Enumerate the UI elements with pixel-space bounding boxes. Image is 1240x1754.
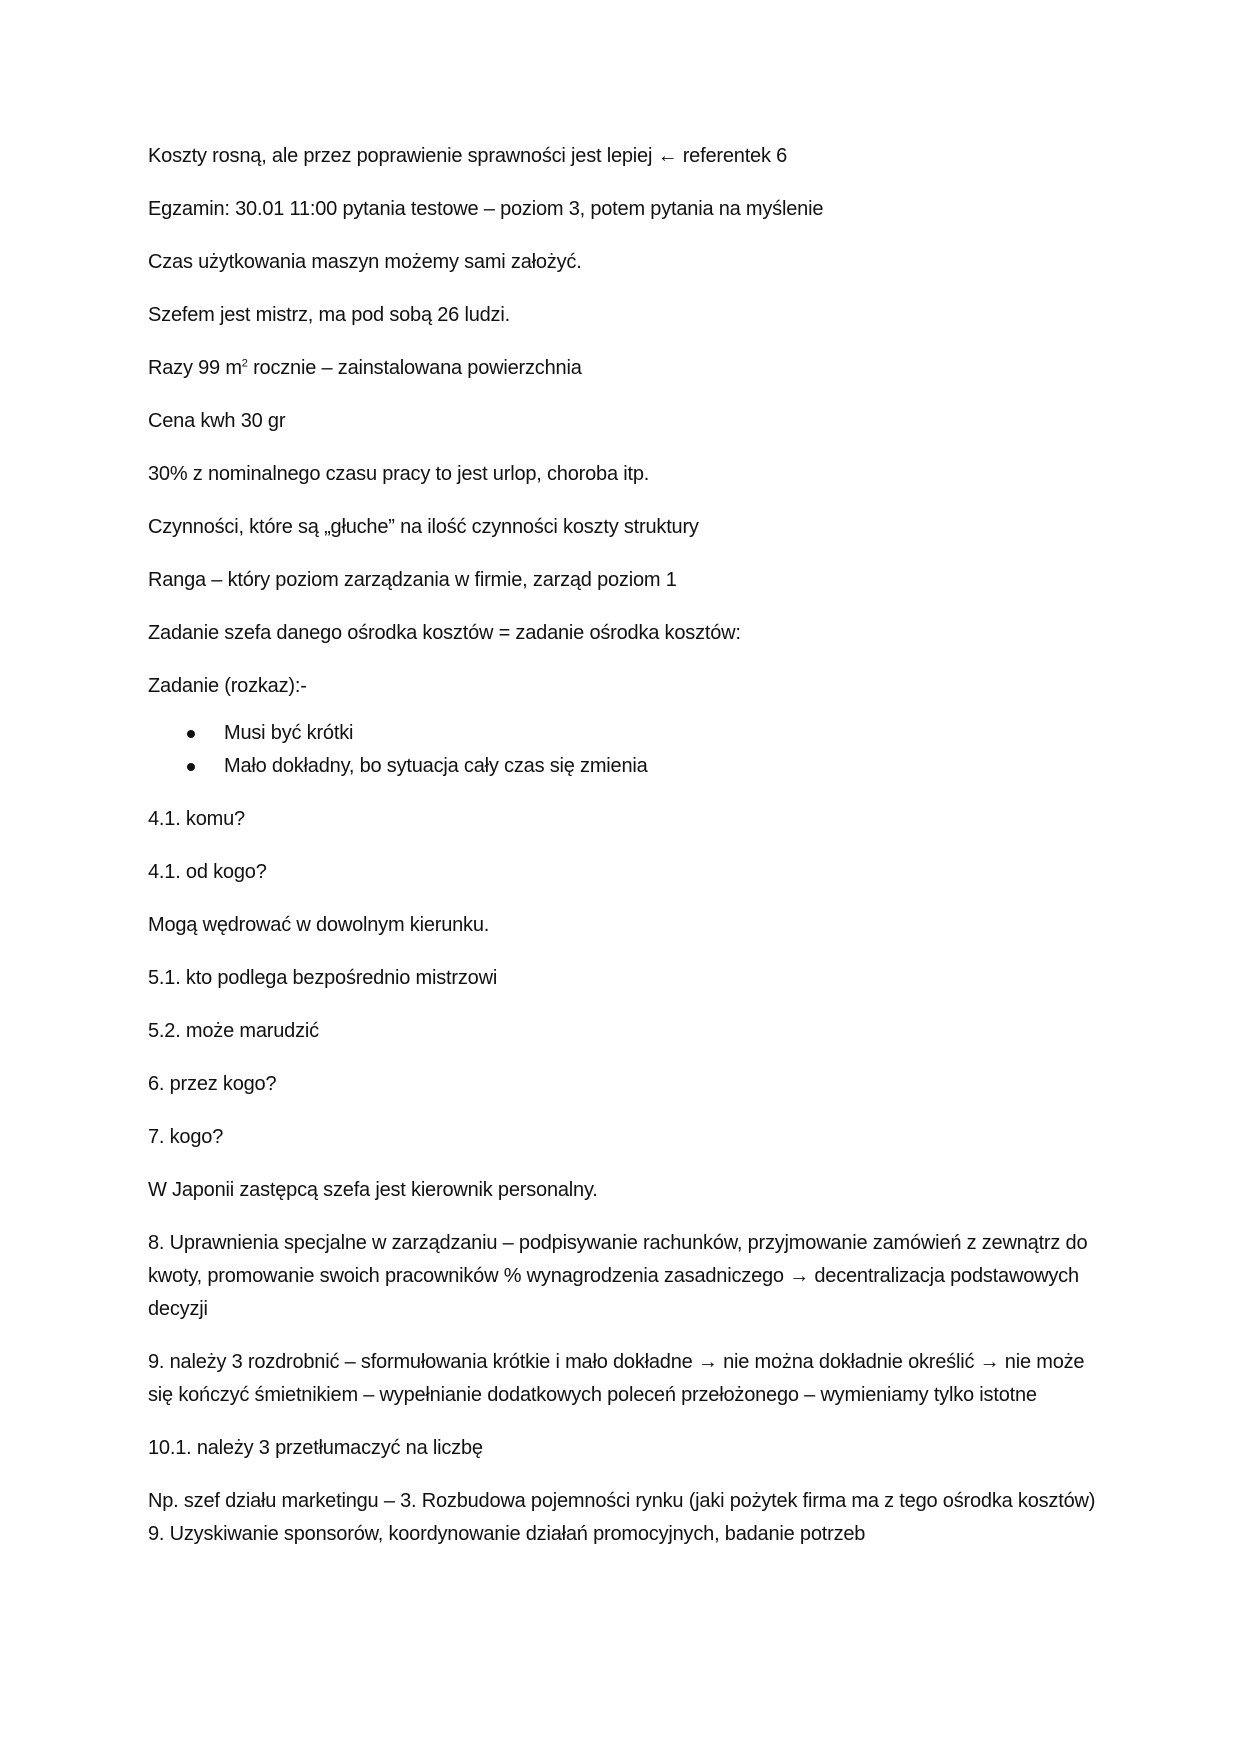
paragraph-task-order: Zadanie (rozkaz):- xyxy=(148,675,307,697)
paragraph-6: 6. przez kogo? xyxy=(148,1073,277,1095)
paragraph-rank: Ranga – który poziom zarządzania w firmie, zarząd poziom 1 xyxy=(148,569,677,591)
paragraph-costs: Koszty rosną, ale przez poprawienie sprawności jest lepiej ← referentek 6 xyxy=(148,145,788,167)
paragraph-boss: Szefem jest mistrz, ma pod sobą 26 ludzi. xyxy=(148,304,510,326)
paragraph-machine-lifetime: Czas użytkowania maszyn możemy sami założyć. xyxy=(148,251,582,273)
bullet-list xyxy=(148,717,1108,783)
list-item xyxy=(148,750,1108,783)
document-page xyxy=(148,140,1108,1571)
paragraph-10-1: 10.1. należy 3 przetłumaczyć na liczbę xyxy=(148,1437,483,1459)
paragraph-9: 9. należy 3 rozdrobnić – sformułowania krótkie i mało dokładne → nie można dokładnie określić → nie może się kończyć śmietnikiem – wypełnianie dodatkowych poleceń przełożonego – wymieniamy tylko istotne xyxy=(148,1351,1085,1406)
area-text-before: Razy 99 m xyxy=(148,357,242,379)
list-item xyxy=(148,717,1108,750)
paragraph-exam: Egzamin: 30.01 11:00 pytania testowe – poziom 3, potem pytania na myślenie xyxy=(148,198,824,220)
paragraph-4-1-to-whom: 4.1. komu? xyxy=(148,808,245,830)
paragraph-work-time: 30% z nominalnego czasu pracy to jest urlop, choroba itp. xyxy=(148,463,650,485)
bullet-icon xyxy=(187,730,195,738)
list-item-text: Mało dokładny, bo sytuacja cały czas się zmienia xyxy=(224,755,648,777)
paragraph-example: Np. szef działu marketingu – 3. Rozbudowa pojemności rynku (jaki pożytek firma ma z tego ośrodka kosztów) 9. Uzyskiwanie sponsorów, koordynowanie działań promocyjnych, badanie potrzeb xyxy=(148,1490,1096,1545)
paragraph-5-2: 5.2. może marudzić xyxy=(148,1020,319,1042)
area-superscript: 2 xyxy=(241,357,248,370)
paragraph-7: 7. kogo? xyxy=(148,1126,224,1148)
paragraph-4-1-from-whom: 4.1. od kogo? xyxy=(148,861,267,883)
bullet-icon xyxy=(187,763,195,771)
paragraph-8: 8. Uprawnienia specjalne w zarządzaniu – podpisywanie rachunków, przyjmowanie zamówień z zewnątrz do kwoty, promowanie swoich pracowników % wynagrodzenia zasadniczego → decentralizacja podstawowych decyzji xyxy=(148,1232,1088,1320)
paragraph-5-1: 5.1. kto podlega bezpośrednio mistrzowi xyxy=(148,967,498,989)
paragraph-area xyxy=(148,352,1108,385)
area-text-after: rocznie – zainstalowana powierzchnia xyxy=(247,357,582,379)
paragraph-activities: Czynności, które są „głuche” na ilość czynności koszty struktury xyxy=(148,516,699,538)
paragraph-direction: Mogą wędrować w dowolnym kierunku. xyxy=(148,914,490,936)
list-item-text: Musi być krótki xyxy=(224,722,354,744)
paragraph-task-definition: Zadanie szefa danego ośrodka kosztów = zadanie ośrodka kosztów: xyxy=(148,622,741,644)
paragraph-japan: W Japonii zastępcą szefa jest kierownik personalny. xyxy=(148,1179,598,1201)
paragraph-price: Cena kwh 30 gr xyxy=(148,410,286,432)
